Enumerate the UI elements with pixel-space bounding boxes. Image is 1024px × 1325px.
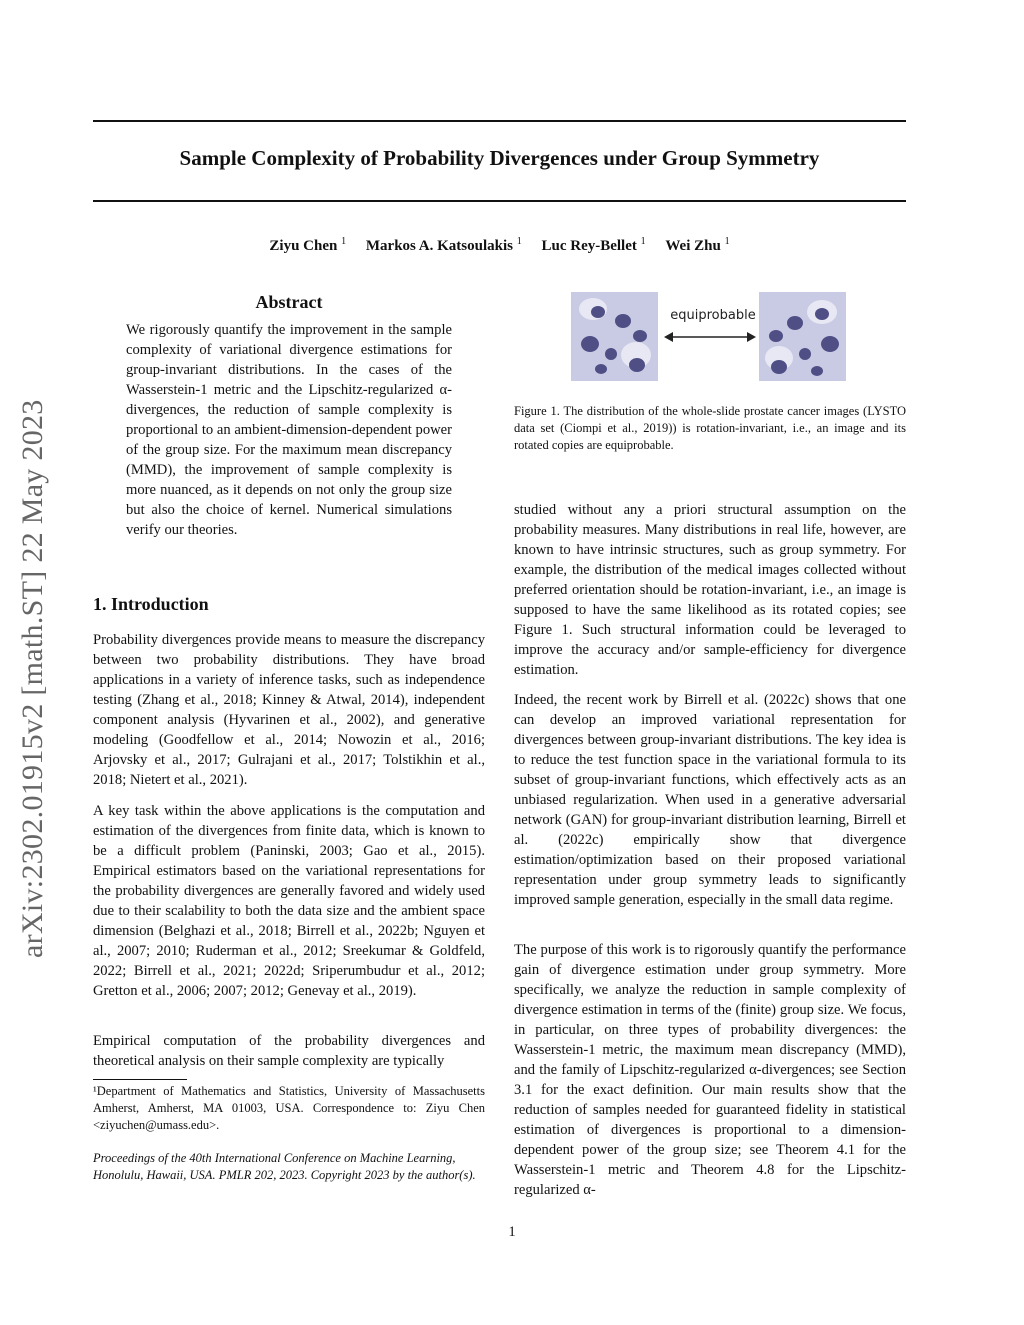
top-rule — [93, 120, 906, 122]
arxiv-stamp: arXiv:2302.01915v2 [math.ST] 22 May 2023 — [16, 399, 49, 958]
intro-paragraph: Empirical computation of the probability divergences and theoretical analysis on their sample complexity are typically — [93, 1033, 485, 1069]
author-name: Ziyu Chen — [269, 238, 338, 254]
author-affiliation: 1 — [724, 236, 730, 247]
author — [269, 238, 346, 254]
body-paragraph: The purpose of this work is to rigorously quantify the performance gain of divergence estimation under group symmetry. More specifically, we analyze the reduction in sample complexity of divergence estimation in terms of the (finite) group size. We focus, in particular, on three types of probability divergences: the Wasserstein-1 metric, the maximum mean discrepancy (MMD), and the family of Lipschitz-regularized α-divergences; see Section 3.1 for the exact definition. Our main results show that the reduction of samples needed for guaranteed fidelity in statistical estimation of divergences is proportional to a dimension-dependent power of the group size; see Theorem 4.1 for the Wasserstein-1 metric and Theorem 4.8 for the Lipschitz-regularized α- — [514, 942, 906, 1198]
author-name: Luc Rey-Bellet — [541, 238, 637, 254]
intro-heading: 1. Introduction — [93, 594, 209, 614]
author — [665, 238, 729, 254]
title-rule — [93, 200, 906, 202]
histology-image-right — [759, 292, 846, 381]
abstract-heading: Abstract — [255, 292, 323, 312]
intro-paragraph: A key task within the above applications is the computation and estimation of the divergences from finite data, which is known to be a difficult problem (Paninski, 2003; Gao et al., 2015). Empirical estimators based on the variational representations for the probability divergences are generally favored and widely used due to their scalability to both the data size and the ambient space dimension (Belghazi et al., 2018; Birrell et al., 2022b; Nguyen et al., 2007; 2010; Ruderman et al., 2012; Sreekumar & Goldfeld, 2022; Birrell et al., 2021; 2022d; Sriperumbudur et al., 2012; Gretton et al., 2006; 2007; 2012; Genevay et al., 2019). — [93, 803, 485, 999]
intro-paragraph: Probability divergences provide means to measure the discrepancy between two probability distributions. They have broad applications in a variety of inference tasks, such as independence testing (Zhang et al., 2018; Kinney & Atwal, 2014), independent component analysis (Hyvarinen et al., 2002), and generative modeling (Goodfellow et al., 2014; Nowozin et al., 2016; Arjovsky et al., 2017; Gulrajani et al., 2017; Tolstikhin et al., 2018; Nietert et al., 2021). — [93, 632, 485, 788]
figure-label: equiprobable — [670, 308, 756, 323]
author-affiliation: 1 — [341, 236, 347, 247]
author-affiliation: 1 — [516, 236, 522, 247]
author-affiliation: 1 — [640, 236, 646, 247]
double-arrow-icon — [664, 330, 756, 344]
body-paragraph: Indeed, the recent work by Birrell et al. (2022c) shows that one can develop an improved variational representation for divergences between group-invariant distributions. The key idea is to reduce the test function space in the variational formula to its subset of group-invariant functions, which effectively acts as an unbiased regularization. When used in a generative adversarial network (GAN) for group-invariant distribution learning, Birrell et al. (2022c) empirically show that divergence estimation/optimization based on their proposed variational representation under group symmetry leads to significantly improved sample generation, especially in the small data regime. — [514, 692, 906, 908]
histology-image-left — [571, 292, 658, 381]
paper-title: Sample Complexity of Probability Divergences under Group Symmetry — [179, 146, 820, 170]
body-paragraph: studied without any a priori structural assumption on the probability measures. Many distributions in real life, however, are known to have intrinsic structures, such as group symmetry. For example, the distribution of the medical images collected without preferred orientation should be rotation-invariant, i.e., an image is supposed to have the same likelihood as its rotated copies; see Figure 1. Such structural information could be leveraged to improve the accuracy and/or sample-efficiency for divergence estimation. — [514, 502, 906, 678]
author — [366, 238, 522, 254]
author-name: Markos A. Katsoulakis — [365, 238, 513, 254]
footnote-rule — [93, 1079, 187, 1080]
abstract-text: We rigorously quantify the improvement in the sample complexity of variational divergence estimations for group-invariant distributions. In the cases of the Wasserstein-1 metric and the Lipschitz-regularized α-divergences, the reduction of sample complexity is proportional to an ambient-dimension-dependent power of the group size. For the maximum mean discrepancy (MMD), the improvement of sample complexity is more nuanced, as it depends on not only the group size but also the choice of kernel. Numerical simulations verify our theories. — [126, 322, 452, 538]
author — [541, 238, 645, 254]
page-number: 1 — [508, 1224, 516, 1240]
proceedings-note: Proceedings of the 40th International Conference on Machine Learning, Honolulu, Hawaii, USA. PMLR 202, 2023. Copyright 2023 by the author(s). — [93, 1151, 476, 1182]
author-list — [93, 236, 906, 255]
author-name: Wei Zhu — [665, 238, 721, 254]
footnote: ¹Department of Mathematics and Statistics, University of Massachusetts Amherst, Amherst, MA 01003, USA. Correspondence to: Ziyu Chen <ziyuchen@umass.edu>. — [93, 1084, 485, 1132]
figure-1 — [571, 292, 847, 382]
figure-caption: Figure 1. The distribution of the whole-slide prostate cancer images (LYSTO data set (Ciompi et al., 2019)) is rotation-invariant, i.e., an image and its rotated copies are equiprobable. — [514, 404, 906, 452]
